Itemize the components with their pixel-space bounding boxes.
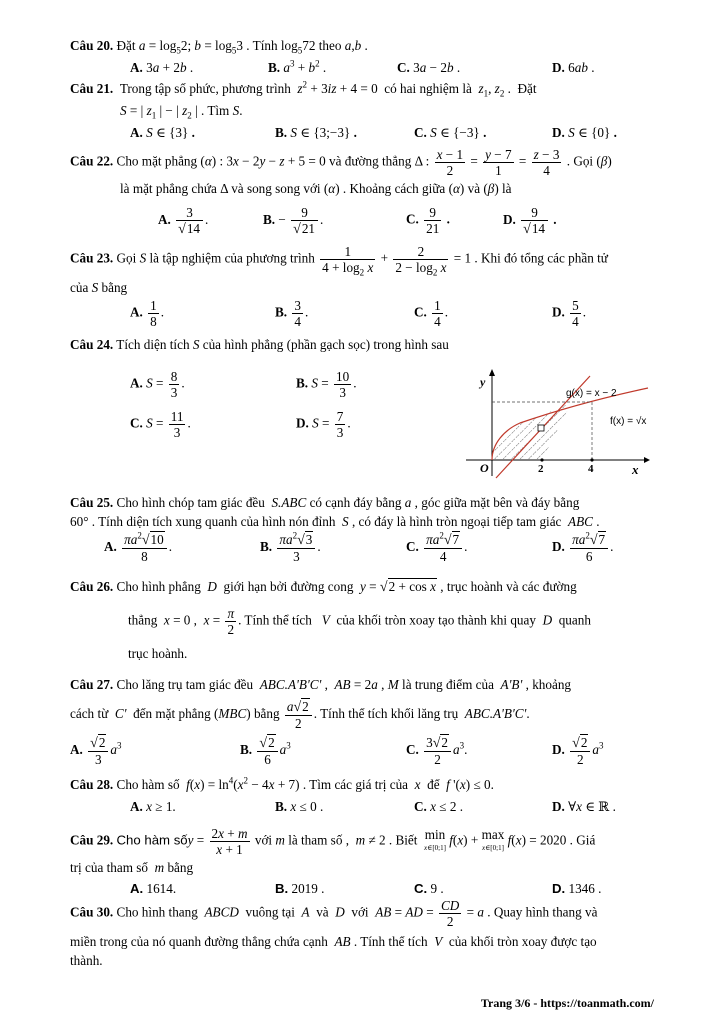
x-axis-arrow-icon (644, 457, 650, 463)
tick-point-2 (540, 458, 543, 461)
question-24: Câu 24. Tích diện tích S của hình phẳng (phần gạch sọc) trong hình sau A. S = $\frac{8}{3}$ . B. S = $\frac{10}{3}$ . C. S = $\frac{11}{3}$ . D. S = $\frac{7}{3}$ . (70, 337, 449, 440)
question-label: Câu 24. (70, 337, 114, 352)
y-axis-arrow-icon (489, 369, 495, 376)
question-26: Câu 26. Cho hình phẳng D giới hạn bởi đường cong y = √2 + cos x , trục hoành và các đường thẳng x = 0 , x = $\frac{\pi}{2}$ . Tính thể tích V của khối tròn xoay tạo thành khi quay D quanh trục hoành. (70, 579, 591, 661)
question-30: Câu 30. Cho hình thang ABCD vuông tại A và D với AB = AD = $\frac{CD}{2}$ = a . Quay hình thang và miền trong của nó quanh đường thẳng chứa cạnh AB . Tính thể tích V của khối tròn xoay được tạo thành. (70, 898, 598, 968)
f-label: f(x) = √x (610, 416, 647, 427)
question-label: Câu 27. (70, 677, 114, 692)
question-label: Câu 23. (70, 250, 114, 266)
question-label: Câu 21. (70, 81, 114, 96)
x-label: x (632, 462, 639, 477)
g-label: g(x) = x − 2 (566, 388, 617, 399)
tick-label-2: 2 (538, 463, 544, 475)
question-22: Câu 22. Cho mặt phẳng (α) : 3x − 2y − z + 5 = 0 và đường thẳng Δ : $\frac{x - 1}{2}$ = $\frac{y - 7}{1}$ = $\frac{z - 3}{4}$ . Gọi (β) là mặt phẳng chứa Δ và song song với (α) . Khoảng cách giữa (α) và (β) là A. $\frac{3}{√14}$ . B. − $\frac{9}{√21}$ . C. $\frac{9}{21}$ . D. $\frac{9}{√14}$ . (70, 147, 612, 237)
question-label: Câu 26. (70, 579, 114, 594)
question-21: Câu 21. Trong tập số phức, phương trình $z^2 + 3iz + 4 = 0$ có hai nghiệm là $z_1$, $z_2$ . Đặt S = | $z_1$ | − | $z_2$ | . Tìm S. A. S ∈ {3} . B. S ∈ {3;−3} . C. S ∈ {−3} . D. S ∈ {0} . (70, 79, 617, 140)
question-29: Câu 29. Cho hàm sốy = $\frac{2x + m}{x + 1}$ với m là tham số , m ≠ 2 . Biết min x∈[0;1] f(x) + max x∈[0;1] f(x) = 2020 . Giá trị của tham số m bằng A. 1614. B. 2019 . C. 9 . D. 1346 . (70, 826, 602, 896)
question-label: Câu 22. (70, 153, 114, 169)
origin-label: O (480, 461, 489, 475)
question-28: Câu 28. Cho hàm số $f(x) = \ln^4(x^2 - 4x + 7)$ . Tìm các giá trị của x để f '(x) ≤ 0. A. x ≥ 1. B. x ≤ 0 . C. x ≤ 2 . D. ∀x ∈ ℝ . (70, 775, 616, 814)
page-footer: Trang 3/6 - https://toanmath.com/ (480, 996, 654, 1010)
question-label: Câu 29. (70, 832, 114, 848)
question-label: Câu 28. (70, 777, 114, 792)
question-27: Câu 27. Cho lăng trụ tam giác đều ABC.A'B'C' , AB = 2a , M là trung điểm của A'B' , khoảng cách từ C' đến mặt phẳng (MBC) bằng $\frac{a√2}{2}$ . Tính thể tích khối lăng trụ ABC.A'B'C'. A. $\frac{√2}{3}$ $a^3$ B. $\frac{√2}{6}$ $a^3$ C. $\frac{3√2}{2}$ $a^3$. D. $\frac{√2}{2}$ $a^3$ (70, 677, 604, 767)
question-label: Câu 30. (70, 904, 114, 920)
question-25: Câu 25. Cho hình chóp tam giác đều S.ABC có cạnh đáy bằng a , góc giữa mặt bên và đáy bằng 60° . Tính diện tích xung quanh của hình nón đỉnh S , có đáy là hình tròn ngoại tiếp tam giác ABC . A. $\frac{\pi a^2√10}{8}$ . B. $\frac{\pi a^2√3}{3}$ . C. $\frac{\pi a^2√7}{4}$ . D. $\frac{\pi a^2√7}{6}$ . (70, 495, 614, 564)
tick-label-4: 4 (588, 463, 594, 475)
y-label: y (480, 375, 486, 389)
marker-square (538, 425, 544, 431)
area-graph (462, 364, 658, 480)
question-label: Câu 25. (70, 495, 114, 510)
tick-point-4 (590, 458, 593, 461)
question-23: Câu 23. Gọi S là tập nghiệm của phương trình $\frac{1}{4 + \log_2 x}$ + $\frac{2}{2 - \log_2 x}$ = 1 . Khi đó tổng các phần tử của S bằng A. $\frac{1}{8}$ . B. $\frac{3}{4}$ . C. $\frac{1}{4}$ . D. $\frac{5}{4}$ . (70, 244, 608, 329)
question-label: Câu 20. (70, 38, 114, 53)
question-20: Câu 20. Đặt $a = \log_52$; $b = \log_53$ . Tính $\log_572$ theo a,b . A. 3a + 2b . B. $a^3 + b^2$ . C. 3a − 2b . D. 6ab . (70, 38, 595, 75)
